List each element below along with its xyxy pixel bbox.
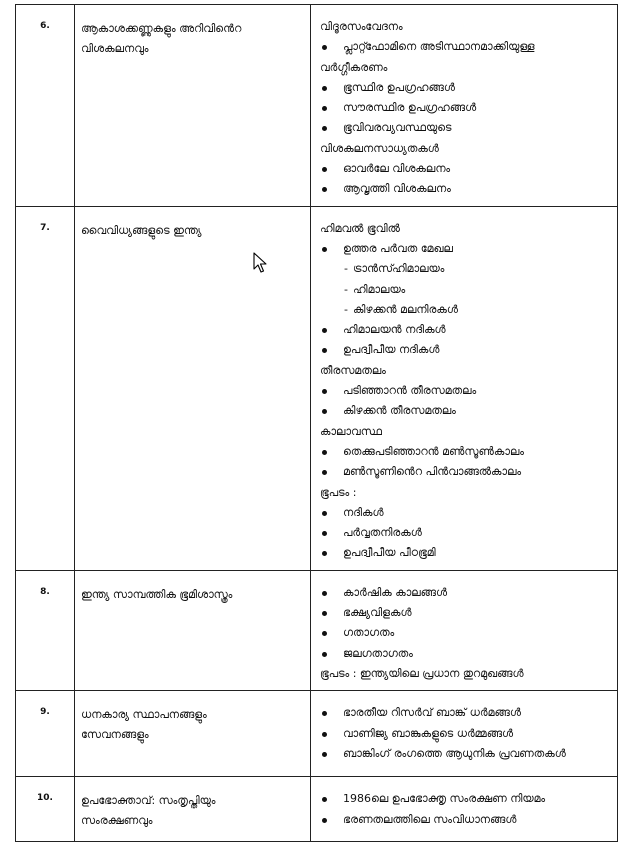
bullet-item: ഭാരതീയ റിസർവ് ബാങ്ക് ധർമങ്ങൾ [320, 703, 617, 723]
unit-topic [75, 777, 311, 842]
unit-content [311, 570, 618, 690]
sub-item-text: കിഴക്കൻ മലനിരകൾ [353, 302, 458, 316]
topic-line: വൈവിധ്യങ്ങളുടെ ഇന്ത്യ [81, 223, 202, 237]
bullet-item: പ്ലാറ്റ്ഫോമിനെ അടിസ്ഥാനമാക്കിയുള്ള [320, 37, 617, 57]
unit-number: 8. [16, 570, 75, 690]
bullet-item: മൺസൂണിൻെറ പിൻവാങ്ങൽകാലം [320, 462, 617, 482]
bullet-item: നദികൾ [320, 503, 617, 523]
sub-item [320, 280, 617, 300]
unit-number: 7. [16, 206, 75, 570]
section-heading: വിദൂരസംവേദനം [320, 20, 403, 33]
section-heading: തീരസമതലം [320, 363, 386, 377]
table-row [16, 691, 618, 777]
sub-item-text: ഹിമാലയം [353, 282, 406, 296]
bullet-item: പർവ്വതനിരകൾ [320, 523, 617, 543]
topic-line: ഇന്ത്യ സാമ്പത്തിക ഭൂമിശാസ്ത്രം [81, 587, 233, 601]
table-row [16, 777, 618, 842]
bullet-item: ഉത്തര പർവത മേഖല [320, 239, 617, 259]
bullet-item: കിഴക്കൻ തീരസമതലം [320, 401, 617, 421]
section-heading: ഹിമവൽ ഭൂവിൽ [320, 221, 400, 235]
topic-line: സേവനങ്ങളും [81, 728, 149, 742]
mouse-pointer-icon [253, 252, 267, 274]
topic-line: സംരക്ഷണവും [81, 814, 153, 828]
table-row [16, 206, 618, 570]
bullet-item: ഭരണതലത്തിലെ സംവിധാനങ്ങൾ [320, 810, 617, 830]
bullet-item: ബാങ്കിംഗ് രംഗത്തെ ആധുനിക പ്രവണതകൾ [320, 744, 617, 764]
unit-number: 10. [16, 777, 75, 842]
unit-content [311, 206, 618, 570]
sub-item [320, 300, 617, 320]
topic-line: വിശകലനവും [81, 42, 149, 55]
sub-item-text: ട്രാൻസ്ഹിമാലയം [353, 262, 445, 276]
table-row [16, 5, 618, 207]
topic-line: ഉപഭോക്താവ്: സംതൃപ്തിയും [81, 794, 216, 808]
bullet-item: ഭൂവിവരവ്യവസ്ഥയുടെ [320, 118, 617, 138]
bullet-item: ആവൃത്തി വിശകലനം [320, 179, 617, 199]
bullet-item: സൗരസ്ഥിര ഉപഗ്രഹങ്ങൾ [320, 98, 617, 118]
topic-line: ആകാശക്കണ്ണുകളും അറിവിൻെറ [81, 22, 242, 35]
bullet-item: കാർഷിക കാലങ്ങൾ [320, 583, 617, 603]
bullet-item: ഭക്ഷ്യവിളകൾ [320, 603, 617, 623]
bullet-item: ഭൂസ്ഥിര ഉപഗ്രഹങ്ങൾ [320, 78, 617, 98]
bullet-item: ജലഗതാഗതം [320, 644, 617, 664]
table-row [16, 570, 618, 690]
bullet-item: ഹിമാലയൻ നദികൾ [320, 320, 617, 340]
bullet-item: ഓവർലേ വിശകലനം [320, 159, 617, 179]
sub-item [320, 259, 617, 279]
syllabus-table [15, 4, 618, 842]
bullet-item: പടിഞ്ഞാറൻ തീരസമതലം [320, 381, 617, 401]
unit-content [311, 691, 618, 777]
unit-topic [75, 570, 311, 690]
bullet-item: വാണിജ്യ ബാങ്കുകളുടെ ധർമ്മങ്ങൾ [320, 724, 617, 744]
topic-line: ധനകാര്യ സ്ഥാപനങ്ങളും [81, 708, 207, 722]
bullet-item: തെക്കുപടിഞ്ഞാറൻ മൺസൂൺകാലം [320, 442, 617, 462]
section-heading: വർഗ്ഗീകരണം [320, 60, 388, 74]
section-heading: വിശകലനസാധ്യതകൾ [320, 141, 439, 155]
unit-topic [75, 5, 311, 207]
unit-content [311, 777, 618, 842]
section-heading: ഭൂപടം : [320, 485, 357, 499]
unit-topic [75, 691, 311, 777]
unit-number: 9. [16, 691, 75, 777]
bullet-item: ഉപദ്വീപീയ പീഠഭൂമി [320, 543, 617, 563]
unit-topic [75, 206, 311, 570]
section-heading: ഭൂപടം : ഇന്ത്യയിലെ പ്രധാന തുറമുഖങ്ങൾ [320, 666, 524, 680]
bullet-item: ഗതാഗതം [320, 623, 617, 643]
bullet-item: ഉപദ്വീപീയ നദികൾ [320, 340, 617, 360]
section-heading: കാലാവസ്ഥ [320, 424, 382, 438]
bullet-item: 1986ലെ ഉപഭോക്തൃ സംരക്ഷണ നിയമം [320, 789, 617, 809]
unit-number: 6. [16, 5, 75, 207]
unit-content [311, 5, 618, 207]
